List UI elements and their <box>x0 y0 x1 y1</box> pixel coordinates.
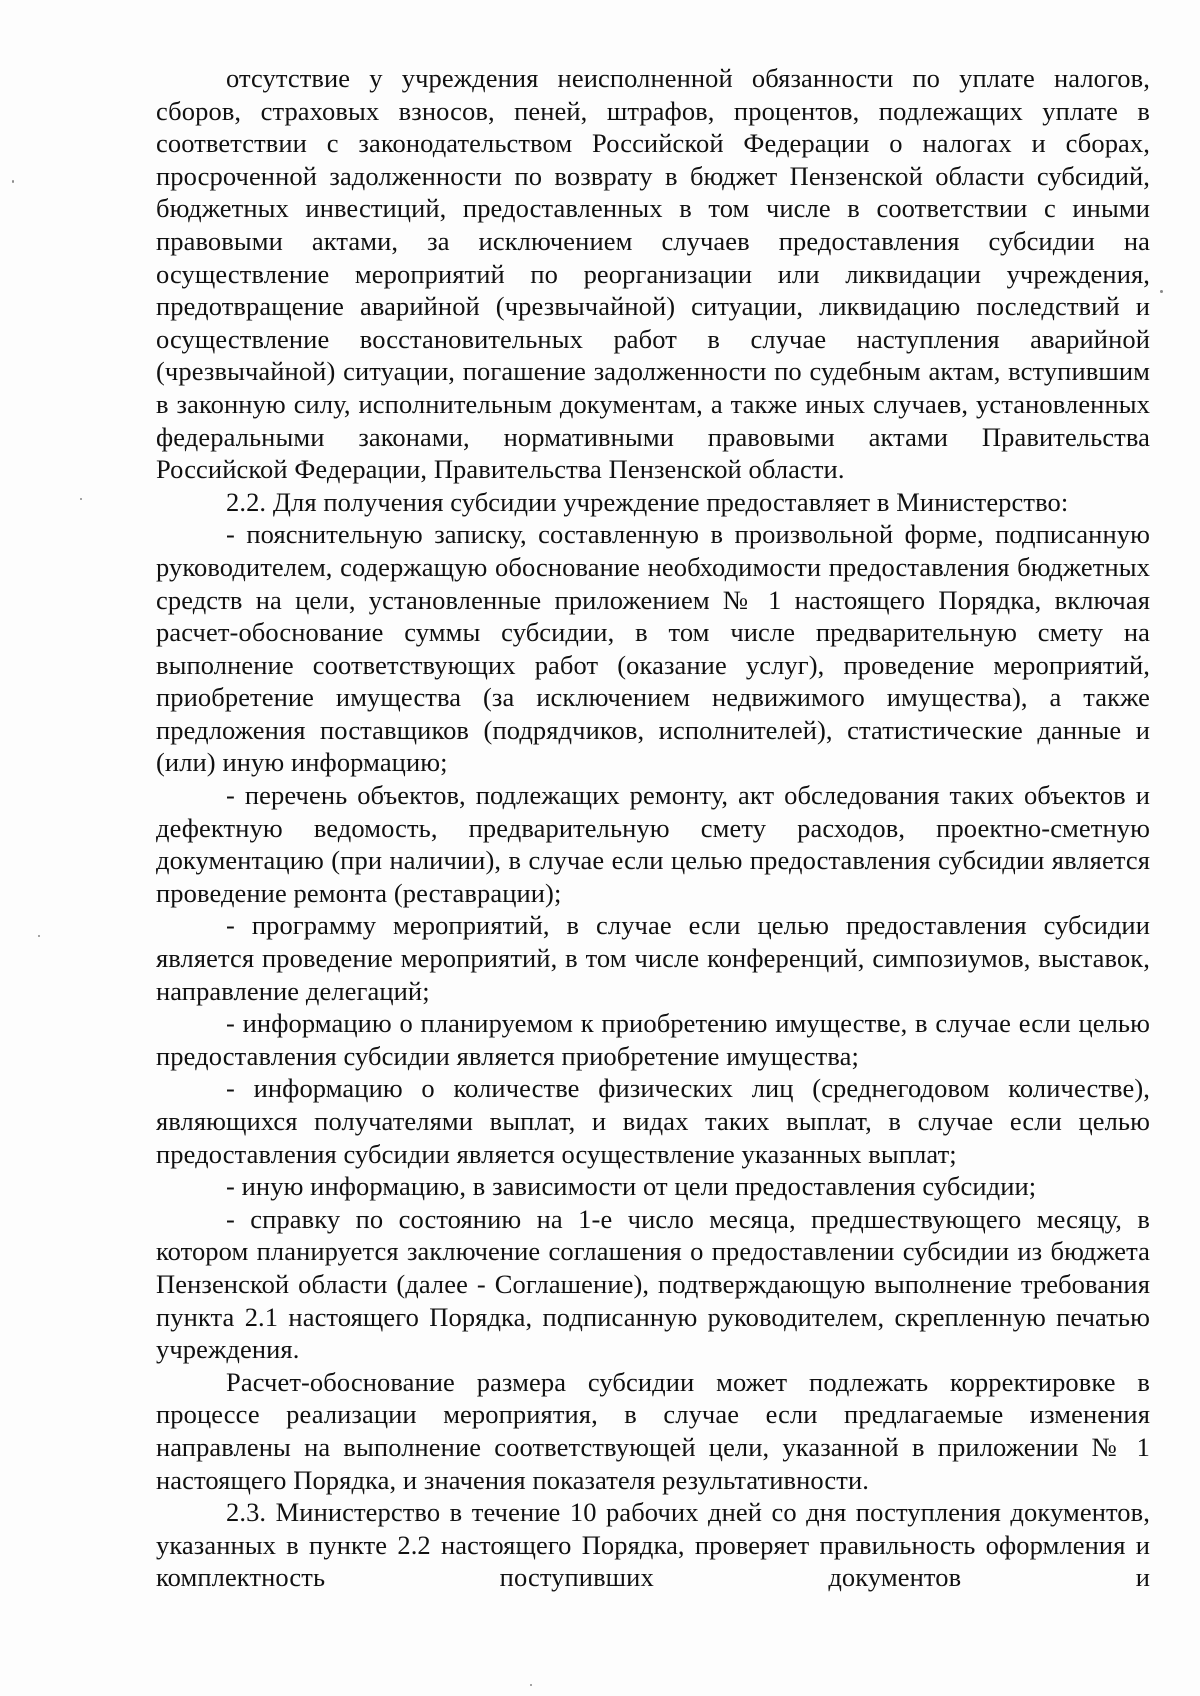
scan-speck <box>530 1684 532 1686</box>
list-item-property-info: - информацию о планируемом к приобретению имуществе, в случае если целью предоставления субсидии является приобретение имущества; <box>156 1008 1150 1071</box>
list-item-certificate: - справку по состоянию на 1-е число месяца, предшествующего месяцу, в котором планируется заключение соглашения о предоставлении субсидии из бюджета Пензенской области (далее - Соглашение), подтверждающую выполнение требования пункта 2.1 настоящего Порядка, подписанную руководителем, скрепленную печатью учреждения. <box>156 1203 1150 1365</box>
list-item-events-program: - программу мероприятий, в случае если целью предоставления субсидии является проведение мероприятий, в том числе конференций, симпозиумов, выставок, направление делегаций; <box>156 910 1150 1006</box>
paragraph-no-debts: отсутствие у учреждения неисполненной обязанности по уплате налогов, сборов, страховых взносов, пеней, штрафов, процентов, подлежащих уплате в соответствии с законодательством Российской Федерации о налогах и сборах, просроченной задолженности по возврату в бюджет Пензенской области субсидий, бюджетных инвестиций, предоставленных в том числе в соответствии с иными правовыми актами, за исключением случаев предоставления субсидии на осуществление мероприятий по реорганизации или ликвидации учреждения, предотвращение аварийной (чрезвычайной) ситуации, ликвидацию последствий и осуществление восстановительных работ в случае наступления аварийной (чрезвычайной) ситуации, погашение задолженности по судебным актам, вступившим в законную силу, исполнительным документам, а также иных случаев, установленных федеральными законами, нормативными правовыми актами Правительства Российской Федерации, Правительства Пензенской области. <box>156 63 1150 485</box>
list-item-other-info: - иную информацию, в зависимости от цели предоставления субсидии; <box>226 1171 1037 1202</box>
paragraph-2-3: 2.3. Министерство в течение 10 рабочих дней со дня поступления документов, указанных в пункте 2.2 настоящего Порядка, проверяет правильность оформления и комплектность поступивших документов и <box>156 1497 1150 1593</box>
scan-speck <box>80 498 82 500</box>
scan-speck <box>1160 290 1163 293</box>
scan-speck <box>38 935 40 937</box>
list-item-payments-info: - информацию о количестве физических лиц (среднегодовом количестве), являющихся получателями выплат, и видах таких выплат, в случае если целью предоставления субсидии является осуществление указанных выплат; <box>156 1073 1150 1169</box>
list-item-repair-objects: - перечень объектов, подлежащих ремонту, акт обследования таких объектов и дефектную ведомость, предварительную смету расходов, проектно-сметную документацию (при наличии), в случае если целью предоставления субсидии является проведение ремонта (реставрации); <box>156 780 1150 908</box>
list-item-explanatory-note: - пояснительную записку, составленную в произвольной форме, подписанную руководителем, содержащую обоснование необходимости предоставления бюджетных средств на цели, установленные приложением № 1 настоящего Порядка, включая расчет-обоснование суммы субсидии, в том числе предварительную смету на выполнение соответствующих работ (оказание услуг), проведение мероприятий, приобретение имущества (за исключением недвижимого имущества), а также предложения поставщиков (подрядчиков, исполнителей), статистические данные и (или) иную информацию; <box>156 519 1150 778</box>
document-body <box>156 62 1150 1594</box>
scan-speck <box>12 180 14 183</box>
paragraph-calculation-adjustment: Расчет-обоснование размера субсидии может подлежать корректировке в процессе реализации мероприятия, в случае если предлагаемые изменения направлены на выполнение соответствующей цели, указанной в приложении № 1 настоящего Порядка, и значения показателя результативности. <box>156 1366 1150 1495</box>
paragraph-2-2-heading: 2.2. Для получения субсидии учреждение предоставляет в Министерство: <box>226 486 1069 517</box>
